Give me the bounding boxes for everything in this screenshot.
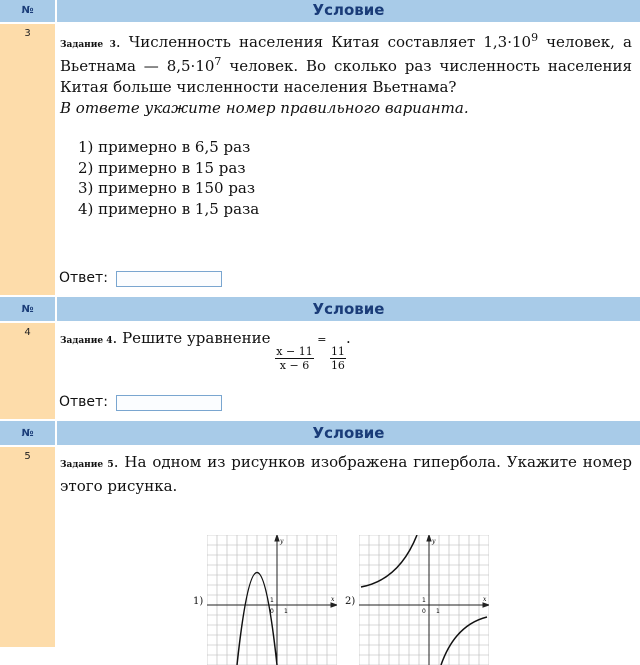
svg-text:1: 1 — [284, 608, 288, 615]
graph-2-label: 2) — [345, 596, 356, 607]
answer-label: Ответ: — [59, 394, 108, 410]
task-body — [57, 447, 640, 647]
task-number: 4 — [0, 323, 55, 419]
svg-text:1: 1 — [422, 597, 426, 604]
graph-1-label: 1) — [193, 596, 204, 607]
task-row — [0, 323, 640, 419]
answer-input[interactable] — [116, 395, 222, 411]
svg-text:1: 1 — [270, 597, 274, 604]
option-3: 3) примерно в 150 раз — [78, 179, 256, 197]
lhs-fraction: $\frac{x - 11}{x - 6}$ — [276, 345, 313, 372]
condition-column-header: Условие — [57, 421, 640, 445]
svg-text:x: x — [483, 596, 487, 603]
table-header — [0, 0, 640, 22]
svg-text:x: x — [331, 596, 335, 603]
number-column-header: № — [0, 421, 55, 445]
svg-text:0: 0 — [422, 608, 426, 615]
task-number: 5 — [0, 447, 55, 647]
table-header — [0, 421, 640, 445]
option-4: 4) примерно в 1,5 раза — [78, 199, 260, 218]
task-body — [57, 24, 640, 295]
condition-column-header: Условие — [57, 297, 640, 321]
svg-text:1: 1 — [436, 608, 440, 615]
task-label: Задание 4 — [60, 336, 113, 346]
number-column-header: № — [0, 0, 55, 22]
task-instruction: В ответе укажите номер правильного варианта. — [60, 99, 469, 117]
rhs-fraction: $\frac{11}{16}$ — [330, 345, 345, 372]
condition-column-header: Условие — [57, 0, 640, 22]
answer-options — [78, 137, 632, 219]
task-label: Задание 5 — [60, 460, 114, 470]
svg-text:y: y — [432, 538, 436, 545]
number-column-header: № — [0, 297, 55, 321]
task-row — [0, 24, 640, 295]
graph-2-hyperbola — [359, 535, 489, 665]
table-header — [0, 297, 640, 321]
option-2: 2) примерно в 15 раз — [78, 158, 246, 177]
svg-text:y: y — [280, 538, 284, 545]
task-statement: Задание 3. Численность населения Китая составляет $1,3\cdot 10^9$ человек, а Вьетнама — $8,5\cdot 10^7$ человек. Во сколько раз численность населения Китая больше численности населения Вьетнама? — [60, 31, 632, 96]
task-number: 3 — [0, 24, 55, 295]
svg-text:0: 0 — [270, 608, 274, 615]
answer-label: Ответ: — [59, 270, 108, 286]
graph-1-parabola — [207, 535, 337, 665]
task-statement: Задание 5. На одном из рисунков изображена гипербола. Укажите номер этого рисунка. — [60, 453, 632, 495]
task-statement: Задание 4. Решите уравнение $\frac{x - 11}{x - 6}$ = $\frac{11}{16}$ . — [60, 329, 351, 372]
answer-row — [59, 268, 222, 289]
task-row — [0, 447, 640, 647]
option-1: 1) примерно в 6,5 раз — [78, 138, 251, 156]
answer-row — [59, 392, 222, 413]
task-label: Задание 3 — [60, 40, 116, 50]
answer-input[interactable] — [116, 271, 222, 287]
graphs-area — [57, 535, 640, 665]
task-body — [57, 323, 640, 419]
